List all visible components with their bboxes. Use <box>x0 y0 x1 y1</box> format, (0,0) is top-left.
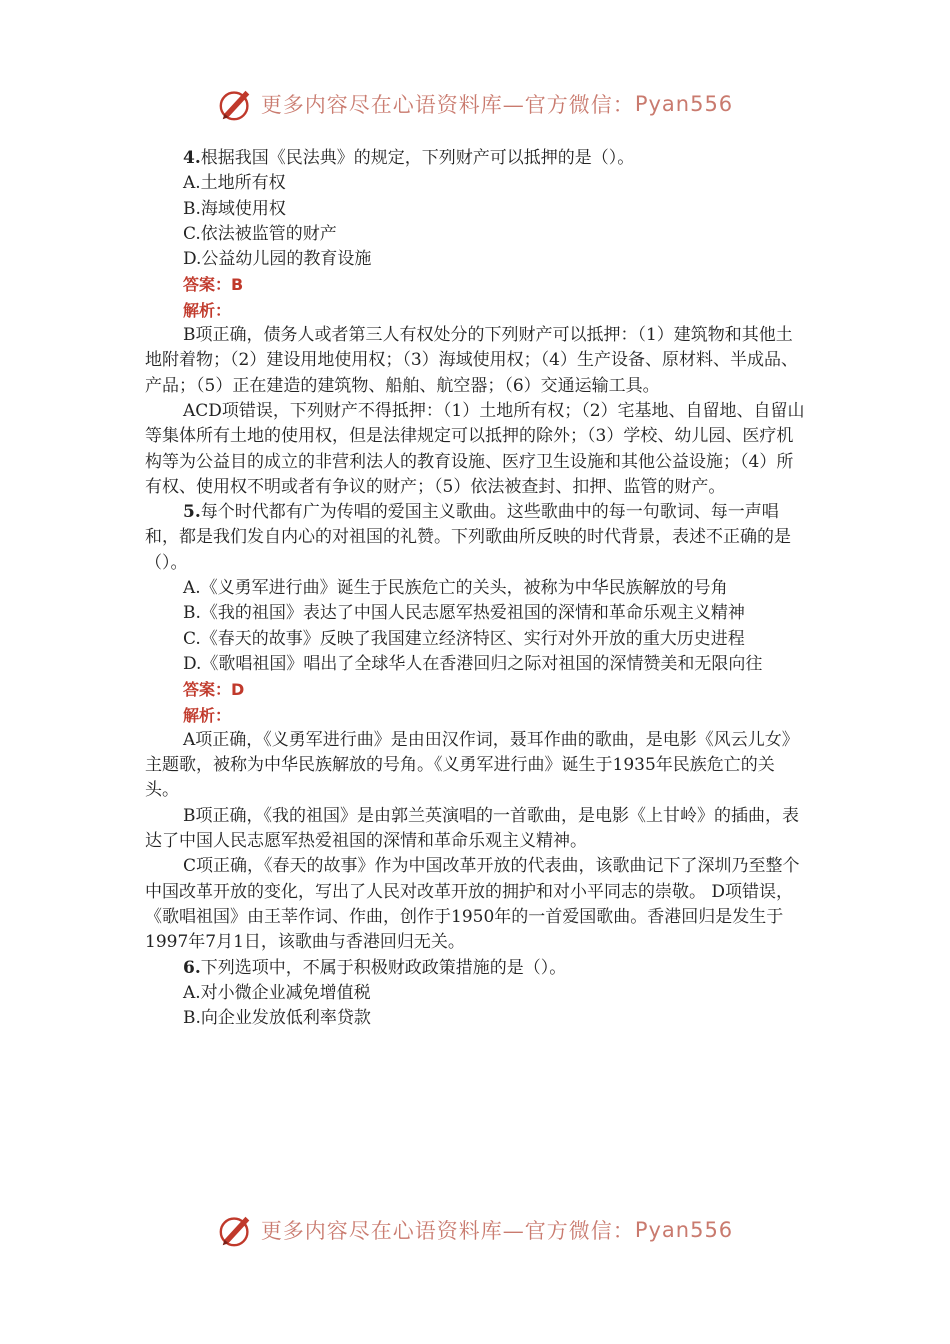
banner-text: 更多内容尽在心语资料库—官方微信： <box>260 1219 635 1243</box>
question-5-analysis-paragraph: B项正确，《我的祖国》是由郭兰英演唱的一首歌曲，是电影《上甘岭》的插曲，表达了中国人民志愿军热爱祖国的深情和革命乐观主义精神。 <box>145 805 799 852</box>
banner-wechat-id: Pyan556 <box>634 1218 734 1242</box>
question-4-option-c: C.依法被监管的财产 <box>183 223 337 244</box>
banner-text: 更多内容尽在心语资料库—官方微信： <box>260 93 635 117</box>
footer-banner <box>0 1208 950 1252</box>
question-5-option-c: C.《春天的故事》反映了我国建立经济特区、实行对外开放的重大历史进程 <box>183 628 745 649</box>
question-5-analysis-paragraph: C项正确，《春天的故事》作为中国改革开放的代表曲，该歌曲记下了深圳乃至整个中国改革开放的变化，写出了人民对改革开放的拥护和对小平同志的崇敬。 D项错误，《歌唱祖国》由王莘作词、作曲，创作于1950年的一首爱国歌曲。香港回归是发生于1997年7月1日，该歌曲与香港回归无关。 <box>145 856 800 953</box>
question-6-option-a: A.对小微企业减免增值税 <box>183 982 371 1003</box>
question-5-option-b: B.《我的祖国》表达了中国人民志愿军热爱祖国的深情和革命乐观主义精神 <box>183 603 745 624</box>
question-5-analysis-label: 解析： <box>183 705 232 725</box>
question-4-stem: 4.根据我国《民法典》的规定，下列财产可以抵押的是（）。 <box>183 148 635 168</box>
question-4-analysis-paragraph: B项正确，债务人或者第三人有权处分的下列财产可以抵押：（1）建筑物和其他土地附着物；（2）建设用地使用权；（3）海域使用权；（4）生产设备、原材料、半成品、产品；（5）正在建造的建筑物、船舶、航空器；（6）交通运输工具。 <box>145 325 798 396</box>
question-6-stem: 6.下列选项中，不属于积极财政政策措施的是（）。 <box>183 957 567 978</box>
question-5-stem: 5.每个时代都有广为传唱的爱国主义歌曲。这些歌曲中的每一句歌词、每一声唱和，都是我们发自内心的对祖国的礼赞。下列歌曲所反映的时代背景，表述不正确的是（）。 <box>145 502 791 573</box>
question-4-answer: 答案：B <box>183 275 244 295</box>
question-4-analysis-paragraph: ACD项错误，下列财产不得抵押：（1）土地所有权；（2）宅基地、自留地、自留山等集体所有土地的使用权，但是法律规定可以抵押的除外；（3）学校、幼儿园、医疗机构等为公益目的成立的非营利法人的教育设施、医疗卫生设施和其他公益设施；（4）所有权、使用权不明或者有争议的财产；（5）依法被查封、扣押、监管的财产。 <box>145 400 805 497</box>
question-4-option-b: B.海域使用权 <box>183 198 286 219</box>
question-5-answer: 答案：D <box>183 680 245 700</box>
question-4-option-d: D.公益幼儿园的教育设施 <box>183 249 372 270</box>
document-body <box>145 146 807 1031</box>
question-5-analysis-paragraph: A项正确，《义勇军进行曲》是由田汉作词，聂耳作曲的歌曲，是电影《风云儿女》主题歌，被称为中华民族解放的号角。《义勇军进行曲》诞生于1935年民族危亡的关头。 <box>145 729 799 801</box>
question-4-analysis-label: 解析： <box>183 300 232 320</box>
banner-wechat-id: Pyan556 <box>634 92 734 116</box>
question-6-option-b: B.向企业发放低利率贷款 <box>183 1008 371 1029</box>
question-5-option-a: A.《义勇军进行曲》诞生于民族危亡的关头，被称为中华民族解放的号角 <box>183 578 728 599</box>
pen-logo-icon <box>217 85 255 123</box>
question-5-option-d: D.《歌唱祖国》唱出了全球华人在香港回归之际对祖国的深情赞美和无限向往 <box>183 653 763 674</box>
header-banner <box>0 82 950 126</box>
pen-logo-icon <box>217 1211 255 1249</box>
question-4-option-a: A.土地所有权 <box>183 173 286 194</box>
